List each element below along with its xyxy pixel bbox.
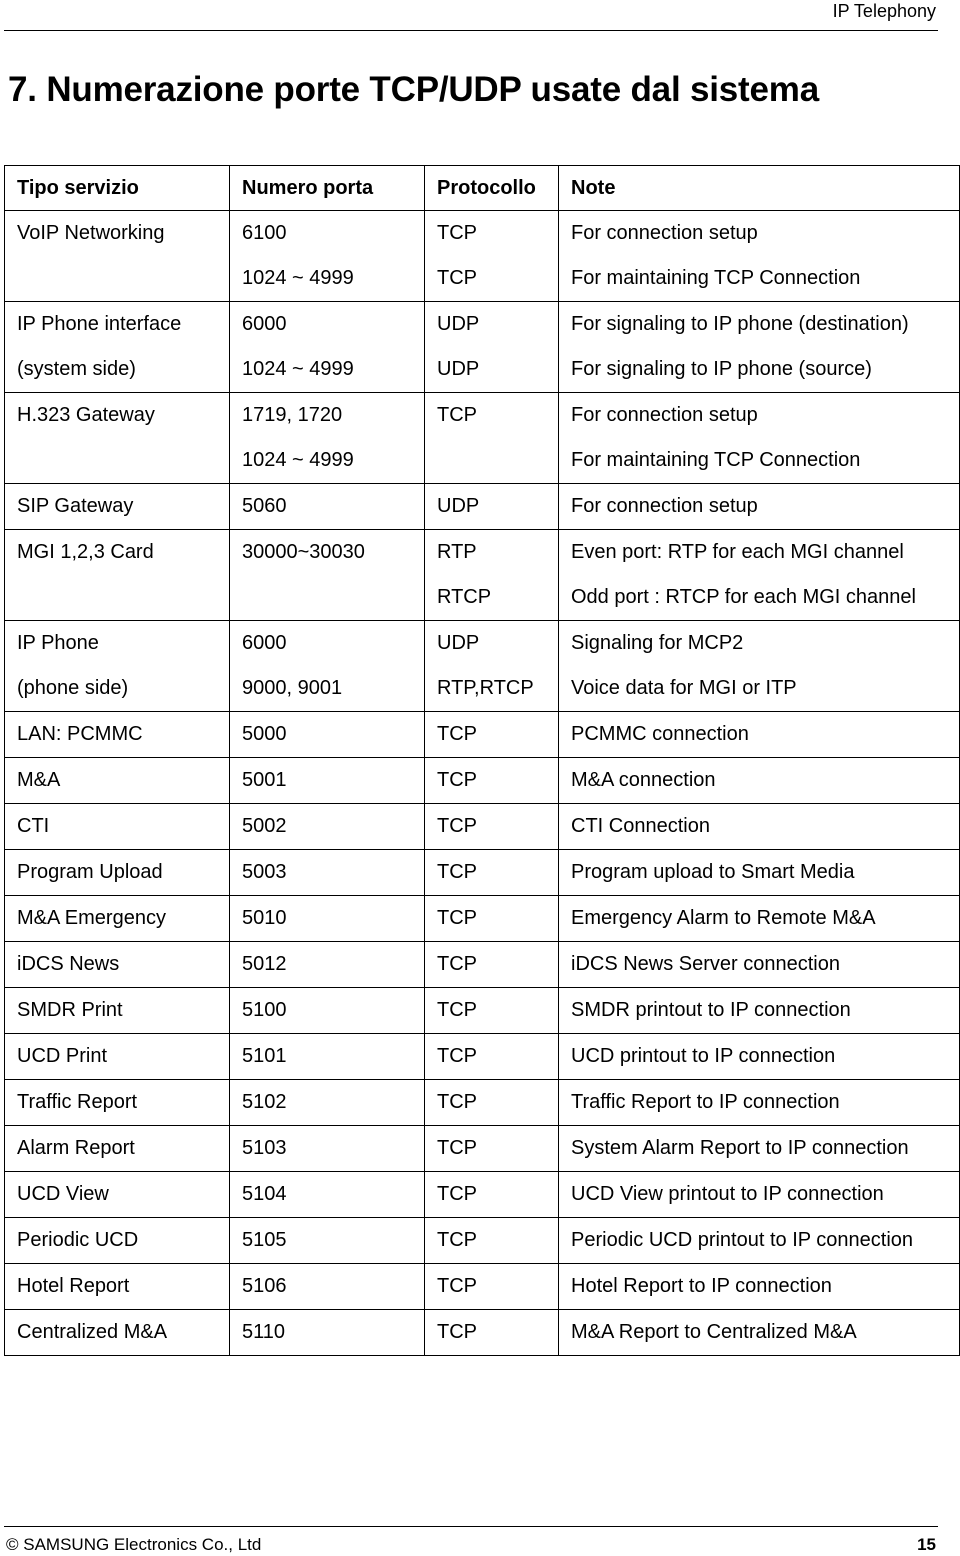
cell-service — [5, 1218, 230, 1264]
cell-note-line: Odd port : RTCP for each MGI channel — [571, 586, 916, 608]
cell-service — [5, 804, 230, 850]
cell-note-line: CTI Connection — [571, 815, 710, 837]
table-body — [5, 211, 960, 1356]
cell-service-line: M&A Emergency — [17, 907, 166, 929]
column-header-port: Numero porta — [230, 166, 425, 211]
cell-port — [230, 988, 425, 1034]
cell-protocol — [425, 393, 559, 484]
cell-protocol-line: TCP — [437, 1045, 477, 1067]
cell-note — [559, 1172, 960, 1218]
cell-port-line — [242, 575, 424, 620]
cell-note-line: Voice data for MGI or ITP — [571, 677, 797, 699]
cell-service-line: Traffic Report — [17, 1091, 138, 1113]
cell-note-line: Even port: RTP for each MGI channel — [571, 541, 904, 563]
cell-service — [5, 302, 230, 393]
cell-service-line: Alarm Report — [17, 1137, 135, 1159]
cell-protocol-line: TCP — [437, 222, 477, 244]
cell-service-line: M&A — [17, 769, 61, 791]
cell-note-line: For connection setup — [571, 495, 758, 517]
table-row — [5, 850, 960, 896]
cell-protocol — [425, 1310, 559, 1356]
cell-port — [230, 942, 425, 988]
page-title: 7. Numerazione porte TCP/UDP usate dal sistema — [8, 70, 819, 109]
cell-note-line: Periodic UCD printout to IP connection — [571, 1229, 914, 1251]
cell-note — [559, 758, 960, 804]
cell-protocol-line: TCP — [437, 1229, 477, 1251]
cell-note — [559, 850, 960, 896]
cell-service — [5, 621, 230, 712]
cell-service-line: SIP Gateway — [17, 495, 134, 517]
cell-note-line: Signaling for MCP2 — [571, 632, 744, 654]
cell-service-line: MGI 1,2,3 Card — [17, 541, 154, 563]
cell-note — [559, 1264, 960, 1310]
cell-service-line: Periodic UCD — [17, 1229, 139, 1251]
cell-port — [230, 302, 425, 393]
cell-protocol-line: TCP — [437, 907, 477, 929]
cell-service — [5, 988, 230, 1034]
cell-service — [5, 1310, 230, 1356]
cell-service — [5, 393, 230, 484]
cell-note — [559, 1218, 960, 1264]
cell-protocol-line: TCP — [437, 404, 477, 426]
cell-note-line: UCD View printout to IP connection — [571, 1183, 884, 1205]
cell-note-line: Traffic Report to IP connection — [571, 1091, 840, 1113]
cell-protocol-line: UDP — [437, 495, 480, 517]
cell-note-line: System Alarm Report to IP connection — [571, 1137, 909, 1159]
cell-port — [230, 621, 425, 712]
cell-port-line: 6100 — [242, 222, 287, 244]
table-row — [5, 1310, 960, 1356]
cell-protocol — [425, 211, 559, 302]
cell-protocol-line: TCP — [437, 1275, 477, 1297]
cell-service — [5, 896, 230, 942]
cell-protocol — [425, 1218, 559, 1264]
table-row — [5, 1034, 960, 1080]
cell-port — [230, 1034, 425, 1080]
cell-protocol-line: RTCP — [437, 586, 492, 608]
cell-port — [230, 1218, 425, 1264]
cell-protocol — [425, 1034, 559, 1080]
cell-service-line: SMDR Print — [17, 999, 123, 1021]
cell-port-line: 5102 — [242, 1091, 287, 1113]
cell-port — [230, 850, 425, 896]
cell-service — [5, 1080, 230, 1126]
cell-port — [230, 1126, 425, 1172]
cell-service — [5, 1172, 230, 1218]
cell-service-line: UCD Print — [17, 1045, 108, 1067]
table-row — [5, 1172, 960, 1218]
cell-protocol — [425, 1264, 559, 1310]
cell-port — [230, 712, 425, 758]
cell-note-line: M&A Report to Centralized M&A — [571, 1321, 857, 1343]
cell-note — [559, 712, 960, 758]
table-row — [5, 621, 960, 712]
cell-note — [559, 988, 960, 1034]
cell-service — [5, 942, 230, 988]
column-header-protocol: Protocollo — [425, 166, 559, 211]
cell-note-line: SMDR printout to IP connection — [571, 999, 851, 1021]
cell-service-line: VoIP Networking — [17, 222, 165, 244]
table-row — [5, 804, 960, 850]
footer-copyright: © SAMSUNG Electronics Co., Ltd — [6, 1535, 262, 1554]
cell-port-line: 6000 — [242, 313, 287, 335]
table-row — [5, 758, 960, 804]
cell-protocol-line: TCP — [437, 861, 477, 883]
cell-note — [559, 530, 960, 621]
column-header-note: Note — [559, 166, 960, 211]
cell-note-line: UCD printout to IP connection — [571, 1045, 836, 1067]
cell-protocol — [425, 1172, 559, 1218]
cell-protocol-line: TCP — [437, 1137, 477, 1159]
cell-service-line: UCD View — [17, 1183, 109, 1205]
cell-protocol-line: RTP,RTCP — [437, 677, 534, 699]
cell-port — [230, 1264, 425, 1310]
cell-service-line: IP Phone interface — [17, 313, 182, 335]
cell-service — [5, 1264, 230, 1310]
cell-note — [559, 621, 960, 712]
cell-protocol-line: TCP — [437, 953, 477, 975]
page-number: 15 — [917, 1535, 936, 1554]
table-row — [5, 896, 960, 942]
table-row — [5, 302, 960, 393]
header-divider — [4, 30, 938, 31]
cell-port-line: 5105 — [242, 1229, 287, 1251]
cell-note-line: For maintaining TCP Connection — [571, 449, 861, 471]
cell-note — [559, 1034, 960, 1080]
cell-service-line: CTI — [17, 815, 50, 837]
cell-protocol-line: TCP — [437, 815, 477, 837]
cell-service — [5, 758, 230, 804]
cell-service — [5, 530, 230, 621]
cell-service — [5, 211, 230, 302]
cell-note-line: Hotel Report to IP connection — [571, 1275, 832, 1297]
cell-note-line: Program upload to Smart Media — [571, 861, 855, 883]
cell-port-line: 5003 — [242, 861, 287, 883]
cell-note-line: For signaling to IP phone (destination) — [571, 313, 909, 335]
cell-service — [5, 1126, 230, 1172]
port-table — [4, 165, 960, 1356]
cell-port-line: 5010 — [242, 907, 287, 929]
cell-port-line: 1024 ~ 4999 — [242, 358, 354, 380]
cell-note-line: iDCS News Server connection — [571, 953, 840, 975]
cell-protocol — [425, 758, 559, 804]
cell-service-line: LAN: PCMMC — [17, 723, 143, 745]
cell-port — [230, 530, 425, 621]
cell-protocol-line — [437, 438, 558, 483]
cell-note-line: For signaling to IP phone (source) — [571, 358, 872, 380]
cell-port — [230, 1080, 425, 1126]
cell-protocol-line: TCP — [437, 999, 477, 1021]
cell-port — [230, 1310, 425, 1356]
cell-note — [559, 942, 960, 988]
table-row — [5, 484, 960, 530]
cell-note-line: Emergency Alarm to Remote M&A — [571, 907, 876, 929]
cell-protocol — [425, 804, 559, 850]
table-row — [5, 712, 960, 758]
cell-protocol — [425, 942, 559, 988]
cell-service — [5, 484, 230, 530]
cell-port-line: 5101 — [242, 1045, 287, 1067]
cell-port — [230, 211, 425, 302]
cell-port-line: 1024 ~ 4999 — [242, 449, 354, 471]
cell-protocol-line: TCP — [437, 1183, 477, 1205]
cell-protocol-line: UDP — [437, 632, 480, 654]
cell-note — [559, 302, 960, 393]
cell-protocol — [425, 621, 559, 712]
table-row — [5, 1264, 960, 1310]
cell-service — [5, 850, 230, 896]
cell-service-line: iDCS News — [17, 953, 120, 975]
cell-note — [559, 896, 960, 942]
cell-service — [5, 1034, 230, 1080]
cell-note-line: For connection setup — [571, 222, 758, 244]
cell-port — [230, 896, 425, 942]
cell-port-line: 5012 — [242, 953, 287, 975]
running-header: IP Telephony — [832, 1, 936, 21]
cell-note — [559, 1126, 960, 1172]
cell-service-line — [17, 575, 229, 620]
footer-divider — [4, 1526, 938, 1527]
cell-service-line: IP Phone — [17, 632, 99, 654]
table-row — [5, 1080, 960, 1126]
cell-protocol-line: TCP — [437, 1321, 477, 1343]
cell-protocol — [425, 484, 559, 530]
table-row — [5, 530, 960, 621]
cell-note-line: For maintaining TCP Connection — [571, 267, 861, 289]
cell-protocol — [425, 712, 559, 758]
cell-note — [559, 1080, 960, 1126]
cell-protocol — [425, 850, 559, 896]
cell-protocol-line: UDP — [437, 313, 480, 335]
cell-port — [230, 484, 425, 530]
cell-service-line: (system side) — [17, 358, 136, 380]
cell-port-line: 9000, 9001 — [242, 677, 343, 699]
cell-service-line: H.323 Gateway — [17, 404, 155, 426]
cell-protocol-line: UDP — [437, 358, 480, 380]
cell-protocol — [425, 302, 559, 393]
cell-protocol — [425, 988, 559, 1034]
column-header-service: Tipo servizio — [5, 166, 230, 211]
cell-port-line: 5002 — [242, 815, 287, 837]
cell-service-line — [17, 438, 229, 483]
cell-protocol — [425, 896, 559, 942]
cell-protocol-line: RTP — [437, 541, 477, 563]
cell-port — [230, 393, 425, 484]
cell-note — [559, 211, 960, 302]
cell-protocol-line: TCP — [437, 769, 477, 791]
cell-note — [559, 484, 960, 530]
cell-note-line: For connection setup — [571, 404, 758, 426]
cell-port-line: 5110 — [242, 1321, 286, 1343]
cell-protocol — [425, 1080, 559, 1126]
table-row — [5, 393, 960, 484]
cell-port-line: 5000 — [242, 723, 287, 745]
cell-protocol-line: TCP — [437, 267, 477, 289]
table-row — [5, 942, 960, 988]
cell-port-line: 6000 — [242, 632, 287, 654]
table-row — [5, 1126, 960, 1172]
cell-port — [230, 1172, 425, 1218]
table-row — [5, 211, 960, 302]
cell-protocol-line: TCP — [437, 723, 477, 745]
cell-note-line: M&A connection — [571, 769, 716, 791]
cell-protocol-line: TCP — [437, 1091, 477, 1113]
cell-service-line: Program Upload — [17, 861, 163, 883]
cell-note — [559, 393, 960, 484]
cell-port-line: 5060 — [242, 495, 287, 517]
cell-note — [559, 1310, 960, 1356]
cell-port — [230, 758, 425, 804]
table-row — [5, 1218, 960, 1264]
cell-service — [5, 712, 230, 758]
cell-protocol — [425, 530, 559, 621]
cell-note — [559, 804, 960, 850]
cell-port-line: 30000~30030 — [242, 541, 365, 563]
table-row — [5, 988, 960, 1034]
cell-port-line: 1024 ~ 4999 — [242, 267, 354, 289]
table-header-row — [5, 166, 960, 211]
cell-port-line: 5106 — [242, 1275, 287, 1297]
cell-port-line: 5103 — [242, 1137, 287, 1159]
cell-service-line: (phone side) — [17, 677, 129, 699]
cell-note-line: PCMMC connection — [571, 723, 749, 745]
cell-port-line: 5001 — [242, 769, 287, 791]
cell-port — [230, 804, 425, 850]
cell-port-line: 5104 — [242, 1183, 287, 1205]
cell-service-line: Hotel Report — [17, 1275, 130, 1297]
cell-port-line: 5100 — [242, 999, 287, 1021]
cell-service-line: Centralized M&A — [17, 1321, 168, 1343]
cell-protocol — [425, 1126, 559, 1172]
cell-service-line — [17, 256, 229, 301]
cell-port-line: 1719, 1720 — [242, 404, 343, 426]
